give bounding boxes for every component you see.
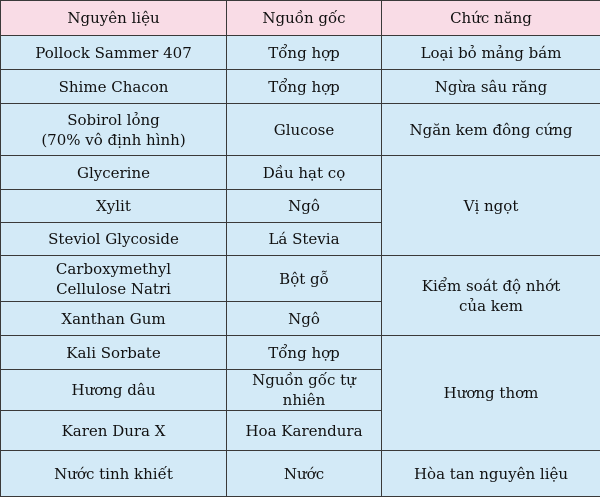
header-origin: Nguồn gốc: [227, 1, 382, 36]
origin-cell: Tổng hợp: [227, 336, 382, 370]
ingredient-line: Cellulose Natri: [5, 279, 222, 299]
ingredient-cell: Xanthan Gum: [1, 302, 227, 336]
function-cell-aroma: Hương thơm: [382, 336, 600, 451]
header-ingredient: Nguyên liệu: [1, 1, 227, 36]
ingredient-cell: Shime Chacon: [1, 70, 227, 104]
ingredient-cell: Steviol Glycoside: [1, 223, 227, 256]
ingredient-cell: Karen Dura X: [1, 411, 227, 451]
header-function: Chức năng: [382, 1, 600, 36]
table-row: [1, 70, 600, 104]
ingredient-cell: Nước tinh khiết: [1, 451, 227, 497]
origin-cell: Tổng hợp: [227, 70, 382, 104]
table-row: [1, 156, 600, 190]
ingredient-cell: [1, 104, 227, 156]
origin-cell: Tổng hợp: [227, 36, 382, 70]
ingredient-cell: Hương dâu: [1, 370, 227, 411]
ingredient-cell: Kali Sorbate: [1, 336, 227, 370]
function-cell: Loại bỏ mảng bám: [382, 36, 600, 70]
origin-cell: Lá Stevia: [227, 223, 382, 256]
origin-cell: Glucose: [227, 104, 382, 156]
ingredient-line: Carboxymethyl: [5, 259, 222, 279]
origin-cell: Bột gỗ: [227, 256, 382, 302]
table-row: [1, 451, 600, 497]
header-row: [1, 1, 600, 36]
ingredient-cell: Glycerine: [1, 156, 227, 190]
ingredient-line: Sobirol lỏng: [5, 110, 222, 130]
ingredient-cell: Pollock Sammer 407: [1, 36, 227, 70]
origin-cell: Dầu hạt cọ: [227, 156, 382, 190]
table-row: [1, 36, 600, 70]
origin-cell: Ngô: [227, 302, 382, 336]
function-cell: Ngừa sâu răng: [382, 70, 600, 104]
ingredient-cell: [1, 256, 227, 302]
function-cell: Hòa tan nguyên liệu: [382, 451, 600, 497]
function-cell-sweetness: Vị ngọt: [382, 156, 600, 256]
ingredient-cell: Xylit: [1, 190, 227, 223]
table-row: [1, 104, 600, 156]
ingredient-line: (70% vô định hình): [5, 130, 222, 150]
origin-cell: Nước: [227, 451, 382, 497]
origin-cell: Ngô: [227, 190, 382, 223]
table-row: [1, 336, 600, 370]
table-row: [1, 256, 600, 302]
origin-cell: Nguồn gốc tự nhiên: [227, 370, 382, 411]
function-line: của kem: [386, 296, 596, 316]
function-cell: Ngăn kem đông cứng: [382, 104, 600, 156]
origin-cell: Hoa Karendura: [227, 411, 382, 451]
function-line: Kiểm soát độ nhớt: [386, 276, 596, 296]
function-cell-viscosity: [382, 256, 600, 336]
